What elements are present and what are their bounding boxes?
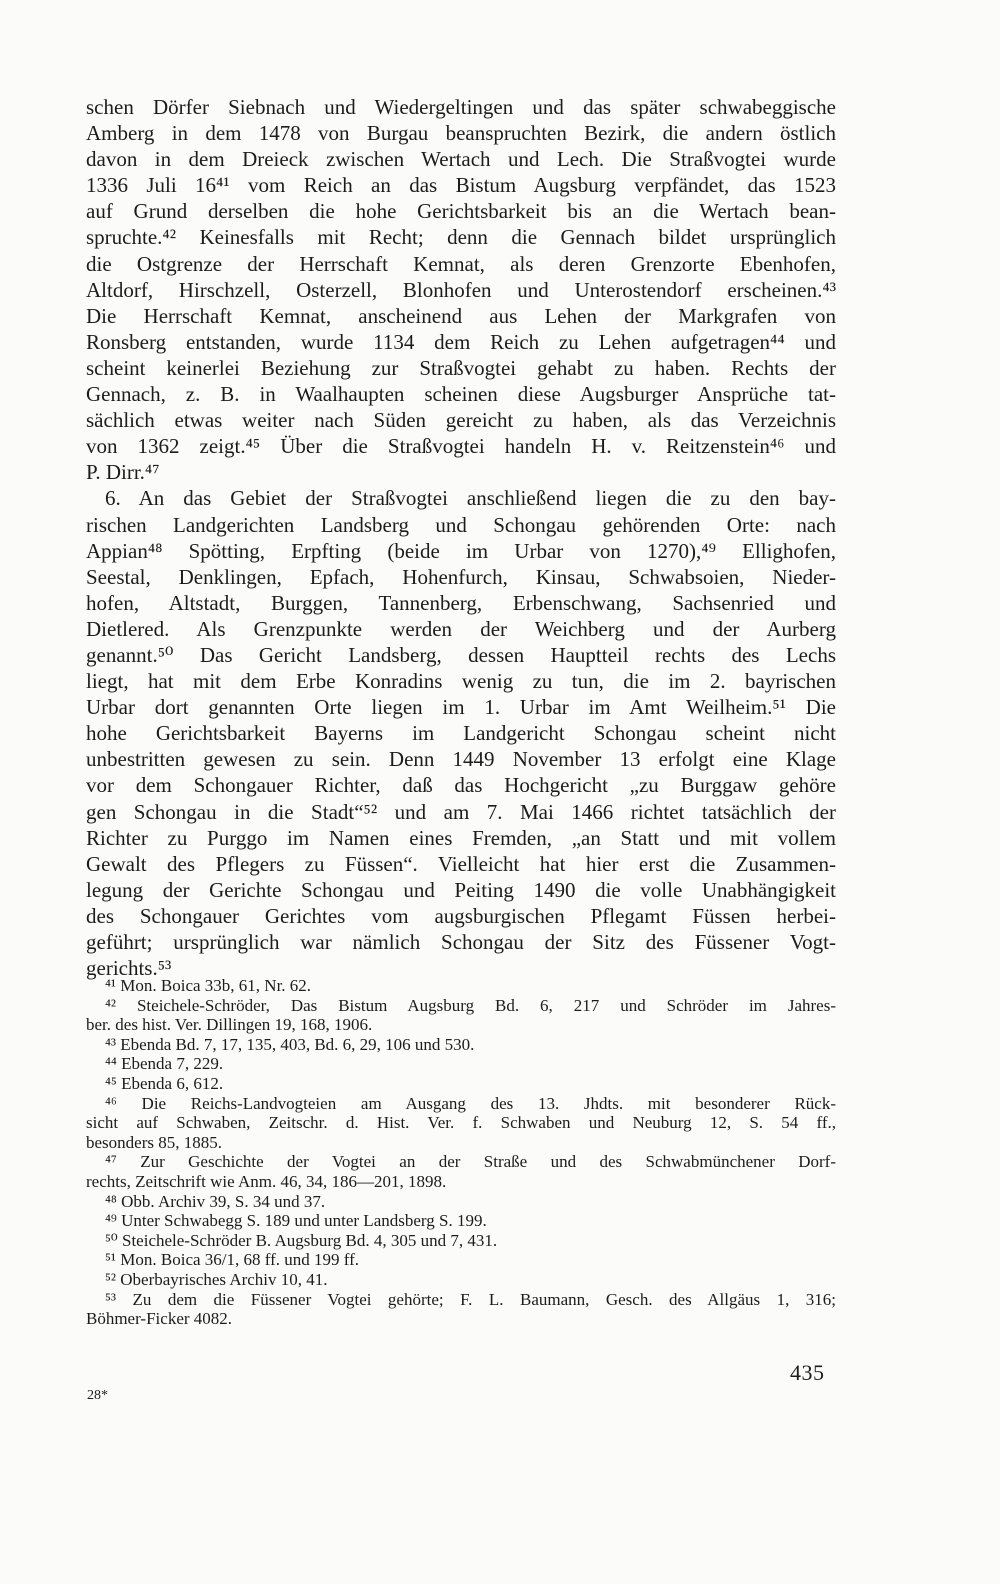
footnote-line: ⁵² Oberbayrisches Archiv 10, 41. [105,1269,328,1289]
footnotes-block [86,976,836,1329]
text-line: gerichts.⁵³ [86,956,172,981]
text-line: rischen Landgerichten Landsberg und Schongau gehörenden Orte: nach [86,512,836,537]
footnote-line: ⁵¹ Mon. Boica 36/1, 68 ff. und 199 ff. [105,1250,360,1270]
text-line: geführt; ursprünglich war nämlich Schongau der Sitz des Füssener Vogt- [86,930,836,954]
text-line: P. Dirr.⁴⁷ [86,460,160,485]
text-line: die Ostgrenze der Herrschaft Kemnat, als deren Grenzorte Ebenhofen, [86,251,836,276]
text-line: sächlich etwas weiter nach Süden gereicht zu haben, als das Verzeichnis [86,408,836,433]
footnote-line: ⁴⁷ Zur Geschichte der Vogtei an der Straße und des Schwabmünchener Dorf- [105,1152,836,1172]
text-line: Die Herrschaft Kemnat, anscheinend aus Lehen der Markgrafen von [86,303,836,328]
text-line: liegt, hat mit dem Erbe Konradins wenig zu tun, die im 2. bayrischen [86,669,836,694]
main-text-block [86,94,836,981]
text-line: Ronsberg entstanden, wurde 1134 dem Reich zu Lehen aufgetragen⁴⁴ und [86,329,836,354]
footnote-line: ⁴⁹ Unter Schwabegg S. 189 und unter Landsberg S. 199. [105,1211,487,1231]
text-line: Richter zu Purggo im Namen eines Fremden, „an Statt und mit vollem [86,825,836,850]
text-line: Amberg in dem 1478 von Burgau beanspruchten Bezirk, die andern östlich [86,121,836,146]
text-line: des Schongauer Gerichtes vom augsburgischen Pflegamt Füssen herbei- [86,903,836,928]
text-line: spruchte.⁴² Keinesfalls mit Recht; denn die Gennach bildet ursprünglich [86,225,836,250]
text-line: hofen, Altstadt, Burggen, Tannenberg, Erbenschwang, Sachsenried und [86,590,836,615]
text-line: davon in dem Dreieck zwischen Wertach und Lech. Die Straßvogtei wurde [86,147,836,172]
footnote-line: ⁴¹ Mon. Boica 33b, 61, Nr. 62. [105,976,312,995]
text-line: Gennach, z. B. in Waalhaupten scheinen diese Augsburger Ansprüche tat- [86,382,836,407]
text-line: Gewalt des Pflegers zu Füssen“. Vielleicht hat hier erst die Zusammen- [86,851,836,876]
text-line: scheint keinerlei Beziehung zur Straßvogtei gehabt zu haben. Rechts der [86,355,836,380]
text-line: gen Schongau in die Stadt“⁵² und am 7. Mai 1466 richtet tatsächlich der [86,799,836,824]
text-line: vor dem Schongauer Richter, daß das Hochgericht „zu Burggaw gehöre [86,773,836,798]
text-line: Dietlered. Als Grenzpunkte werden der Weichberg und der Aurberg [86,616,836,641]
footnote-line: ⁴³ Ebenda Bd. 7, 17, 135, 403, Bd. 6, 29, 106 und 530. [105,1034,475,1054]
footnote-line: ⁴² Steichele-Schröder, Das Bistum Augsburg Bd. 6, 217 und Schröder im Jahres- [105,995,836,1015]
text-line: auf Grund derselben die hohe Gerichtsbarkeit bis an die Wertach bean- [86,199,836,224]
text-line: legung der Gerichte Schongau und Peiting 1490 die volle Unabhängigkeit [86,877,836,902]
footnote-line: ⁴⁶ Die Reichs-Landvogteien am Ausgang des 13. Jhdts. mit besonderer Rück- [105,1093,836,1113]
footnote-line: sicht auf Schwaben, Zeitschr. d. Hist. Ver. f. Schwaben und Neuburg 12, S. 54 ff., [86,1113,836,1133]
text-line: Altdorf, Hirschzell, Osterzell, Blonhofen und Unterostendorf erscheinen.⁴³ [86,277,836,302]
text-line: 1336 Juli 16⁴¹ vom Reich an das Bistum Augsburg verpfändet, das 1523 [86,173,836,198]
signature-mark: 28* [87,1388,108,1403]
footnote-line: ber. des hist. Ver. Dillingen 19, 168, 1906. [86,1015,373,1035]
text-line: Appian⁴⁸ Spötting, Erpfting (beide im Urbar von 1270),⁴⁹ Ellighofen, [86,538,836,563]
page-number: 435 [790,1360,825,1385]
text-line: von 1362 zeigt.⁴⁵ Über die Straßvogtei handeln H. v. Reitzenstein⁴⁶ und [86,434,836,459]
footnote-line: besonders 85, 1885. [86,1132,222,1152]
footnote-line: ⁴⁴ Ebenda 7, 229. [105,1054,224,1074]
text-line: Seestal, Denklingen, Epfach, Hohenfurch, Kinsau, Schwabsoien, Nieder- [86,564,836,589]
footnote-line: ⁵⁰ Steichele-Schröder B. Augsburg Bd. 4, 305 und 7, 431. [105,1230,498,1250]
text-line: Urbar dort genannten Orte liegen im 1. Urbar im Amt Weilheim.⁵¹ Die [86,695,836,720]
text-line: unbestritten gewesen zu sein. Denn 1449 November 13 erfolgt eine Klage [86,747,836,772]
footnote-line: rechts, Zeitschrift wie Anm. 46, 34, 186—201, 1898. [86,1171,447,1191]
footnote-line: ⁵³ Zu dem die Füssener Vogtei gehörte; F. L. Baumann, Gesch. des Allgäus 1, 316; [105,1289,836,1309]
section-6-start-line: 6. An das Gebiet der Straßvogtei anschließend liegen die zu den bay- [105,486,836,511]
text-line: schen Dörfer Siebnach und Wiedergeltingen und das später schwabeggische [86,95,836,119]
footnote-line: ⁴⁸ Obb. Archiv 39, S. 34 und 37. [105,1191,326,1211]
footnote-line: Böhmer-Ficker 4082. [86,1309,233,1329]
text-line: genannt.⁵⁰ Das Gericht Landsberg, dessen Hauptteil rechts des Lechs [86,642,836,667]
footnote-line: ⁴⁵ Ebenda 6, 612. [105,1073,224,1093]
text-line: hohe Gerichtsbarkeit Bayerns im Landgericht Schongau scheint nicht [86,721,836,746]
